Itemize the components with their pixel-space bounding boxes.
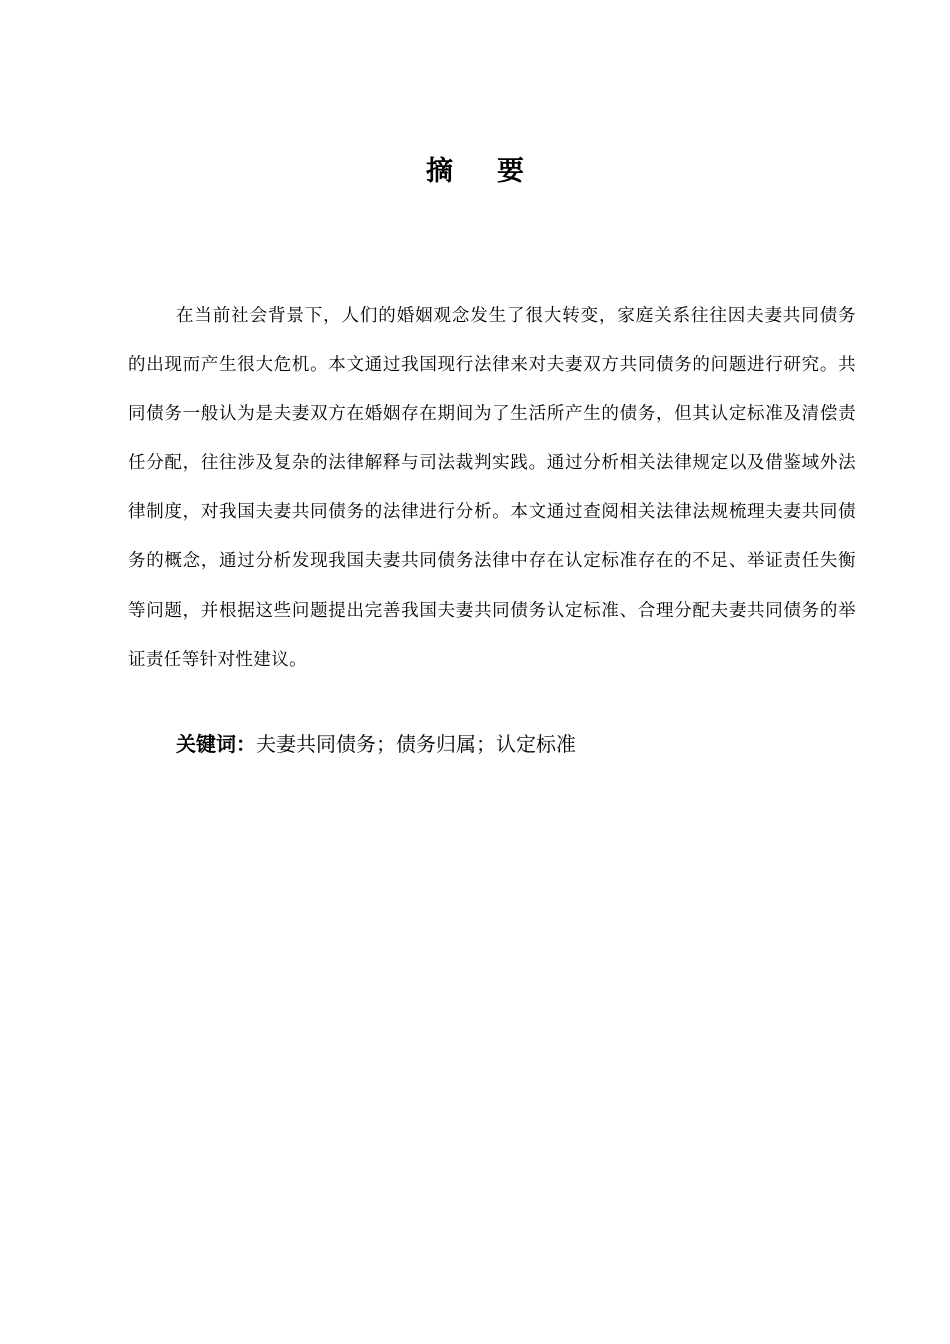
keywords-label: 关键词： (176, 732, 256, 756)
keywords-value: 夫妻共同债务；债务归属；认定标准 (256, 732, 576, 756)
abstract-title-char-1: 摘 (426, 156, 453, 187)
abstract-title-char-2: 要 (497, 156, 524, 187)
abstract-title (0, 152, 950, 192)
abstract-body: 在当前社会背景下，人们的婚姻观念发生了很大转变，家庭关系往往因夫妻共同债务的出现而产生很大危机。本文通过我国现行法律来对夫妻双方共同债务的问题进行研究。共同债务一般认为是夫妻双方在婚姻存在期间为了生活所产生的债务，但其认定标准及清偿责任分配，往往涉及复杂的法律解释与司法裁判实践。通过分析相关法律规定以及借鉴域外法律制度，对我国夫妻共同债务的法律进行分析。本文通过查阅相关法律法规梳理夫妻共同债务的概念，通过分析发现我国夫妻共同债务法律中存在认定标准存在的不足、举证责任失衡等问题，并根据这些问题提出完善我国夫妻共同债务认定标准、合理分配夫妻共同债务的举证责任等针对性建议。 (128, 306, 856, 670)
keywords-line (176, 724, 856, 764)
